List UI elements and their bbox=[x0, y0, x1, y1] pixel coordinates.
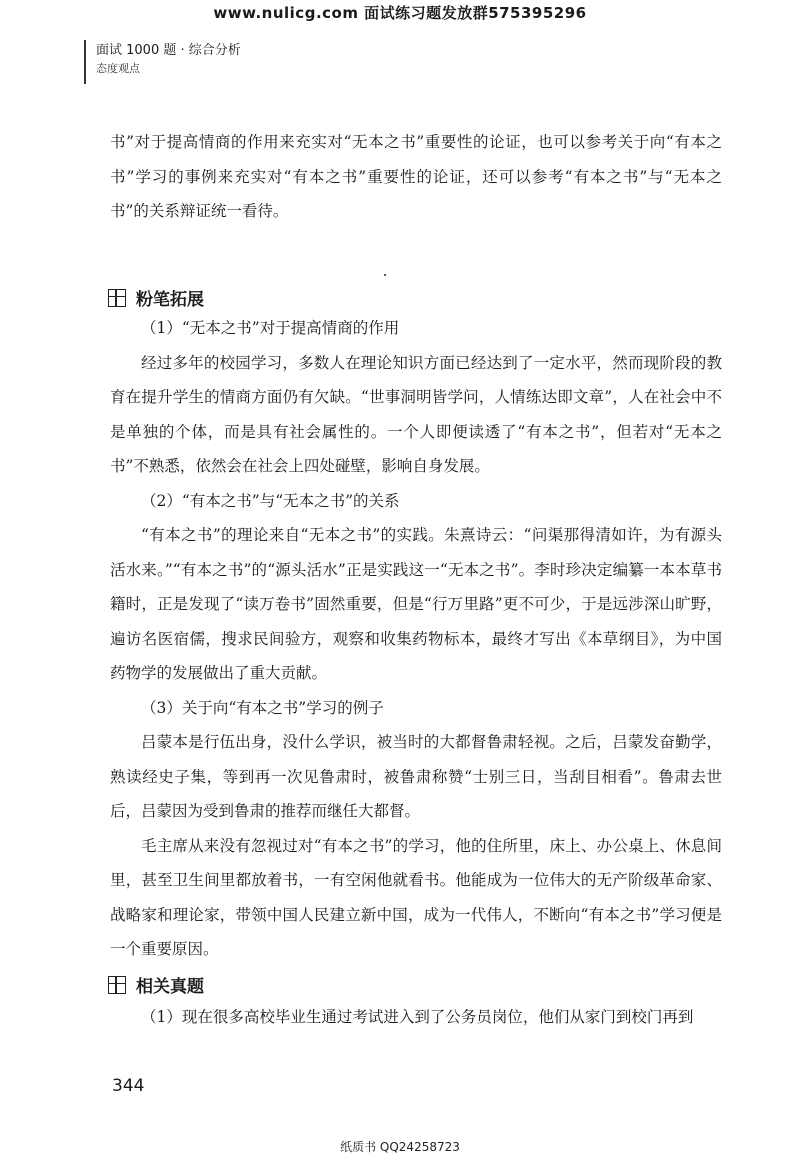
header-subtitle: 态度观点 bbox=[96, 62, 140, 75]
section1-body bbox=[110, 311, 722, 967]
subheading: （1）“无本之书”对于提高情商的作用 bbox=[141, 319, 400, 337]
section-title: 粉笔拓展 bbox=[136, 290, 204, 310]
paragraph: “有本之书”的理论来自“无本之书”的实践。朱熹诗云：“问渠那得清如许，为有源头活水来。”“有本之书”的“源头活水”正是实践这一“无本之书”。李时珍决定编纂一本本草书籍时，正是发现了“读万卷书”固然重要，但是“行万里路”更不可少，于是远涉深山旷野，遍访名医宿儒，搜求民间验方，观察和收集药物标本，最终才写出《本草纲目》，为中国药物学的发展做出了重大贡献。 bbox=[110, 526, 722, 682]
intro-paragraph: 书”对于提高情商的作用来充实对“无本之书”重要性的论证，也可以参考关于向“有本之书”学习的事例来充实对“有本之书”重要性的论证，还可以参考“有本之书”与“无本之书”的关系辩证统一看待。 bbox=[110, 133, 722, 220]
subheading: （3）关于向“有本之书”学习的例子 bbox=[141, 698, 384, 717]
header-title: 面试 1000 题 · 综合分析 bbox=[96, 43, 241, 58]
section2-body bbox=[110, 1000, 722, 1035]
section-heading-extension bbox=[108, 285, 204, 310]
page-number: 344 bbox=[112, 1076, 145, 1096]
running-header bbox=[96, 42, 241, 78]
top-banner: www.nulicg.com 面试练习题发放群575395296 bbox=[213, 4, 587, 22]
intro-paragraph-block bbox=[110, 125, 722, 229]
section-icon bbox=[108, 289, 126, 307]
paragraph: 经过多年的校园学习，多数人在理论知识方面已经达到了一定水平，然而现阶段的教育在提升学生的情商方面仍有欠缺。“世事洞明皆学问，人情练达即文章”，人在社会中不是单独的个体，而是具有社会属性的。一个人即便读透了“有本之书”，但若对“无本之书”不熟悉，依然会在社会上四处碰壁，影响自身发展。 bbox=[110, 353, 722, 475]
footer-note: 纸质书 QQ24258723 bbox=[340, 1140, 460, 1154]
scan-dot bbox=[384, 274, 386, 276]
paragraph: 毛主席从来没有忽视过对“有本之书”的学习，他的住所里，床上、办公桌上、休息间里，甚至卫生间里都放着书，一有空闲他就看书。他能成为一位伟大的无产阶级革命家、战略家和理论家，带领中国人民建立新中国，成为一代伟人，不断向“有本之书”学习便是一个重要原因。 bbox=[110, 836, 722, 958]
section-heading-related bbox=[108, 972, 204, 997]
subheading: （2）“有本之书”与“无本之书”的关系 bbox=[141, 491, 400, 510]
section-icon bbox=[108, 976, 126, 994]
header-rule bbox=[84, 40, 86, 84]
paragraph: 吕蒙本是行伍出身，没什么学识，被当时的大都督鲁肃轻视。之后，吕蒙发奋勤学，熟读经史子集，等到再一次见鲁肃时，被鲁肃称赞“士别三日，当刮目相看”。鲁肃去世后，吕蒙因为受到鲁肃的推荐而继任大都督。 bbox=[110, 733, 722, 820]
question-line: （1）现在很多高校毕业生通过考试进入到了公务员岗位，他们从家门到校门再到 bbox=[141, 1008, 694, 1026]
section-title: 相关真题 bbox=[136, 977, 204, 997]
